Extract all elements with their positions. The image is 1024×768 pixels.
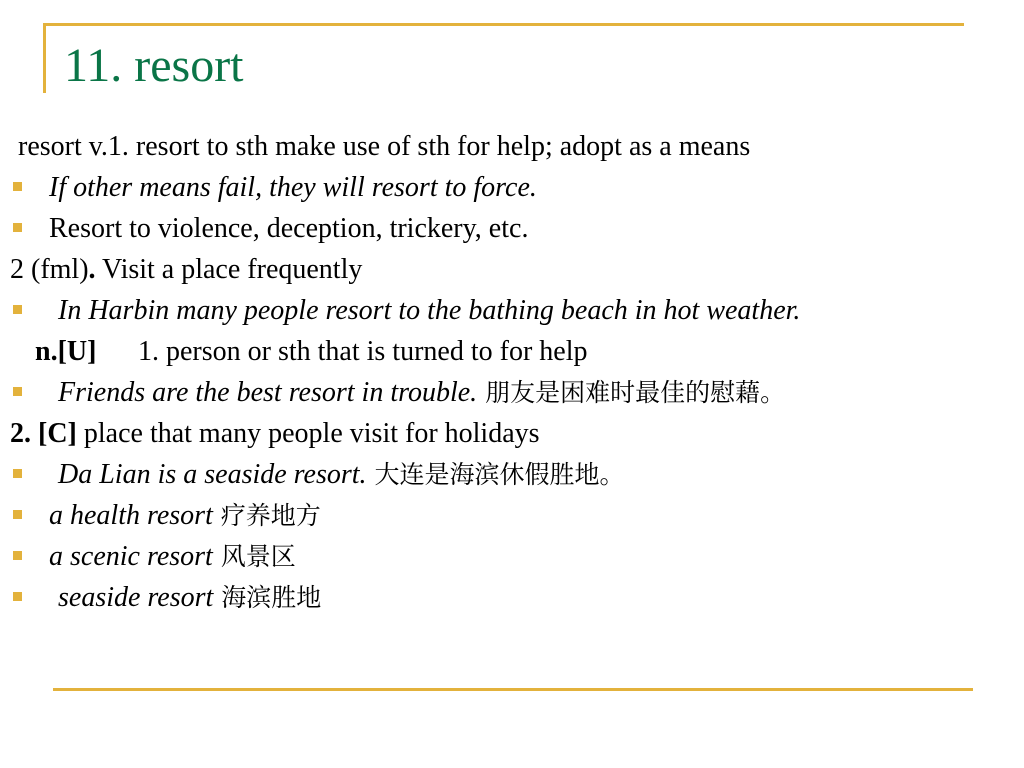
example-item	[10, 495, 1015, 536]
example-item	[10, 577, 1015, 618]
top-border-line	[43, 23, 964, 26]
square-bullet-icon	[13, 551, 22, 560]
example-english: a scenic resort	[49, 541, 213, 572]
example-text: Resort to violence, deception, trickery, etc.	[49, 213, 529, 244]
square-bullet-icon	[13, 592, 22, 601]
definition-text: 1. person or sth that is turned to for help	[138, 336, 588, 367]
square-bullet-icon	[13, 223, 22, 232]
example-item	[10, 372, 1015, 413]
example-chinese: 疗养地方	[212, 501, 321, 530]
definition-line	[10, 249, 362, 290]
definition-noun-1	[10, 331, 1015, 372]
example-item	[10, 536, 1015, 577]
example-line	[58, 372, 785, 413]
square-bullet-icon	[13, 510, 22, 519]
square-bullet-icon	[13, 305, 22, 314]
slide-title: 11. resort	[64, 39, 244, 92]
bottom-border-line	[53, 688, 973, 691]
definition-line	[10, 413, 540, 454]
definition-noun-2	[10, 413, 1015, 454]
square-bullet-icon	[13, 182, 22, 191]
example-chinese: 大连是海滨休假胜地。	[366, 460, 625, 489]
definition-text: resort v.1. resort to sth make use of sth for help; adopt as a means	[18, 131, 751, 162]
example-chinese: 朋友是困难时最佳的慰藉。	[477, 378, 786, 407]
example-item	[10, 290, 1015, 331]
definition-period: .	[88, 254, 96, 285]
example-english: a health resort	[49, 500, 213, 531]
example-text: If other means fail, they will resort to force.	[49, 172, 537, 203]
example-line	[58, 454, 625, 495]
definition-number: 2 (fml)	[10, 254, 89, 285]
example-english: Friends are the best resort in trouble.	[58, 377, 478, 408]
example-text: In Harbin many people resort to the bathing beach in hot weather.	[58, 295, 801, 326]
example-english: Da Lian is a seaside resort.	[58, 459, 367, 490]
example-item	[10, 454, 1015, 495]
left-border-line	[43, 23, 46, 93]
example-chinese: 风景区	[212, 542, 296, 571]
example-english: seaside resort	[58, 582, 214, 613]
definition-label: 2. [C]	[10, 418, 77, 449]
example-line	[49, 536, 296, 577]
example-item	[10, 208, 1015, 249]
definition-verb-2	[10, 249, 1015, 290]
example-line	[58, 577, 321, 618]
definition-text: place that many people visit for holidays	[76, 418, 540, 449]
example-chinese: 海滨胜地	[213, 583, 322, 612]
definition-text: Visit a place frequently	[95, 254, 363, 285]
example-item	[10, 167, 1015, 208]
slide-content	[10, 126, 1015, 618]
example-line	[49, 495, 321, 536]
definition-verb-1	[10, 126, 1015, 167]
square-bullet-icon	[13, 387, 22, 396]
part-of-speech-label: n.[U]	[35, 336, 97, 367]
square-bullet-icon	[13, 469, 22, 478]
